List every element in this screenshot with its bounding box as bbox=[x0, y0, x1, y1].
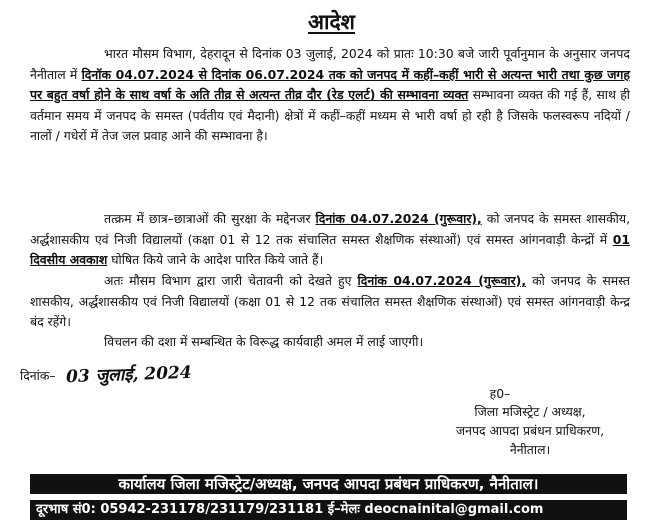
para1-highlight-alert: दिनॉक 04.07.2024 से दिनांक 06.07.2024 तक को जनपद में कहीं–कहीं भारी से अत्यन्त भारी तथा कुछ जगह पर बहुत वर्षा होने के साथ वर्षा के अति तीव्र से अत्यन्त तीव्र दौर (रेड एलर्ट) की सम्भावना व्यक्त bbox=[30, 66, 630, 103]
contact-bar: दूरभाष सं0: 05942-231178/231179/231181 ई–मेलः deocnainital@gmail.com bbox=[30, 500, 627, 520]
document-title: आदेश bbox=[308, 10, 355, 34]
para2-text-c: को जनपद के समस्त शासकीय, अर्द्धशासकीय एवं निजी विद्यालयों (कक्षा 01 से 12 तक संचालित समस्त शैक्षणिक संस्थाओं) एवं समस्त आंगनवाड़ी केन्द्रों में bbox=[30, 211, 631, 247]
para3-highlight-date: दिनांक 04.07.2024 (गुरूवार), bbox=[357, 273, 527, 288]
para2-highlight-date: दिनांक 04.07.2024 (गुरूवार), bbox=[315, 211, 482, 226]
para2-text-a: तत्क्रम में छात्र–छात्राओं की सुरक्षा के मद्देनजर bbox=[104, 211, 316, 226]
para3-text-a: अतः मौसम विभाग द्वारा जारी चेतावनी को देखते हुए bbox=[104, 273, 358, 288]
footer-banner bbox=[0, 466, 663, 530]
para3-text-c: को जनपद के समस्त शासकीय, अर्द्धशासकीय एवं निजी विद्यालयों (कक्षा 01 से 12 तक संचालित समस्त शैक्षणिक संस्थाओं) एवं समस्त आंगनवाड़ी केन्द्र बंद रहेंगे। bbox=[30, 273, 630, 330]
handwritten-date: 03 जुलाई, 2024 bbox=[65, 362, 192, 388]
signatory-authority: जनपद आपदा प्रबंधन प्राधिकरण, bbox=[455, 423, 605, 438]
para1-text-c: सम्भावना व्यक्त की गई हैं, साथ ही वर्तमान समय में जनपद के समस्त (पर्वतीय एवं मैदानी) क्षेत्रों में कहीं–कहीं मध्यम से भारी वर्षा हो रही है जिसके फलस्वरूप नदियों / नालों / गधेरों में तेज जल प्रवाह आने की सम्भावना है। bbox=[30, 87, 631, 144]
paragraph-closure bbox=[30, 271, 630, 333]
paragraph-weather-forecast bbox=[30, 44, 630, 147]
office-address-bar: कार्यालय जिला मजिस्ट्रेट/अध्यक्ष, जनपद आपदा प्रबंधन प्राधिकरण, नैनीताल। bbox=[30, 474, 627, 494]
date-label: दिनांक– bbox=[20, 368, 56, 383]
para2-text-e: घोषित किये जाने के आदेश पारित किये जाते हैं। bbox=[107, 252, 324, 268]
para2-highlight-holiday: 01 दिवसीय अवकाश bbox=[30, 231, 630, 268]
para4-text: विचलन की दशा में सम्बन्धित के विरूद्ध कार्यवाही अमल में लाई जाएगी। bbox=[104, 334, 424, 349]
paragraph-holiday-order bbox=[30, 209, 630, 271]
date-line bbox=[20, 362, 192, 388]
paragraph-action-warning bbox=[30, 332, 630, 353]
signatory-title: जिला मजिस्ट्रेट / अध्यक्ष, bbox=[474, 404, 586, 419]
para1-text-a: भारत मौसम विभाग, देहरादून से दिनांक 03 जुलाई, 2024 को प्रातः 10:30 बजे जारी पूर्वानुमान के अनुसार जनपद नैनीताल में bbox=[30, 46, 630, 82]
signatory-location: नैनीताल। bbox=[509, 442, 551, 457]
signature-mark: ह0– bbox=[489, 386, 511, 401]
